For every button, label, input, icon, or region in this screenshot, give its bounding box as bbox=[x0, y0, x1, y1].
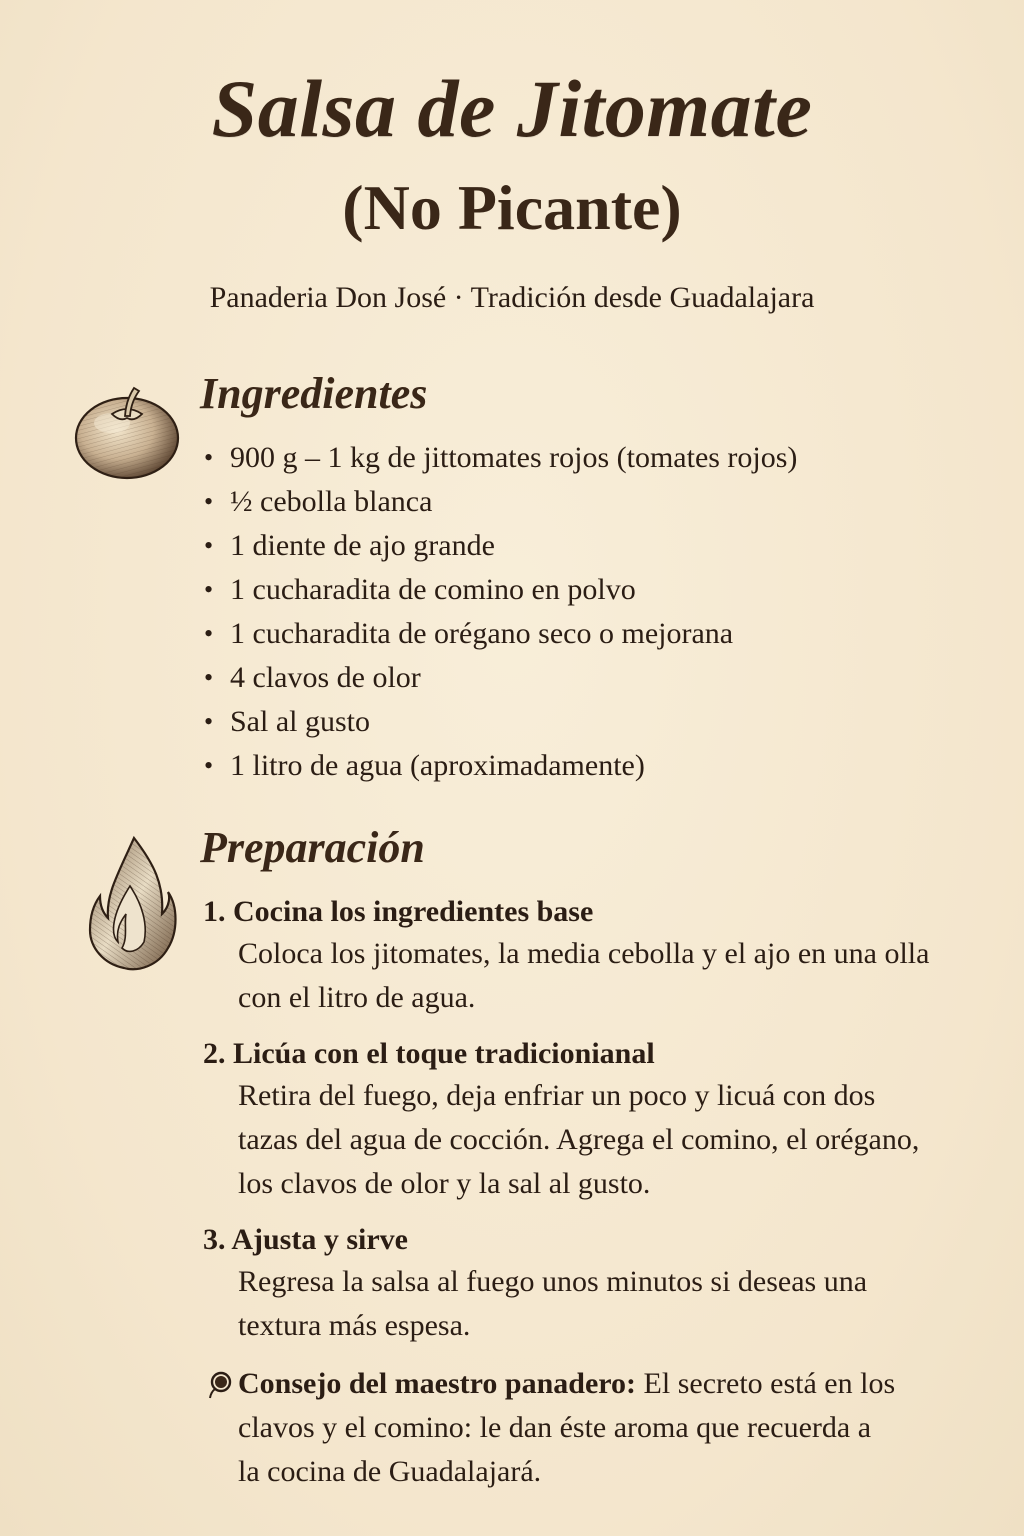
magnifier-tip-icon bbox=[203, 1370, 235, 1402]
ingredient-item: • 1 cucharadita de comino en polvo bbox=[200, 568, 797, 612]
ingredient-item: • 1 diente de ajo grande bbox=[200, 524, 797, 568]
step-1 bbox=[203, 892, 963, 1020]
bakery-tagline: Panaderia Don José · Tradición desde Guadalajara bbox=[209, 281, 815, 314]
tomato-icon bbox=[72, 378, 182, 483]
flame-icon bbox=[84, 834, 180, 974]
baker-tip bbox=[203, 1362, 898, 1494]
bullet-icon: • bbox=[204, 751, 214, 780]
ingredient-item: • Sal al gusto bbox=[200, 700, 797, 744]
ingredient-item: • 900 g – 1 kg de jittomates rojos (tomates rojos) bbox=[200, 436, 797, 480]
step-title: 2. Licúa con el toque tradicionianal bbox=[203, 1037, 655, 1070]
step-3 bbox=[203, 1220, 963, 1348]
bullet-icon: • bbox=[204, 487, 214, 516]
ingredient-item: • 1 cucharadita de orégano seco o mejorana bbox=[200, 612, 797, 656]
ingredients-list bbox=[200, 436, 797, 788]
step-2 bbox=[203, 1034, 963, 1206]
step-title: 3. Ajusta y sirve bbox=[203, 1223, 408, 1256]
step-title: 1. Cocina los ingredientes base bbox=[203, 895, 594, 928]
step-body: Retira del fuego, deja enfriar un poco y licuá con dos tazas del agua de cocción. Agrega el comino, el orégano, los clavos de olor y la sal al gusto. bbox=[238, 1079, 920, 1200]
ingredient-item: • 4 clavos de olor bbox=[200, 656, 797, 700]
preparation-heading: Preparación bbox=[200, 823, 425, 872]
tip-label: Consejo del maestro panadero: bbox=[238, 1367, 637, 1400]
step-body: Coloca los jitomates, la media cebolla y el ajo en una olla con el litro de agua. bbox=[238, 937, 930, 1014]
bullet-icon: • bbox=[204, 619, 214, 648]
bullet-icon: • bbox=[204, 443, 214, 472]
recipe-subtitle: (No Picante) bbox=[342, 172, 682, 243]
tip-text: El secreto está en los clavos y el comino: le dan éste aroma que recuerda a la cocina de Guadalajará. bbox=[238, 1367, 896, 1488]
preparation-steps bbox=[203, 892, 963, 1494]
step-body: Regresa la salsa al fuego unos minutos si deseas una textura más espesa. bbox=[238, 1265, 868, 1342]
ingredient-item: • ½ cebolla blanca bbox=[200, 480, 797, 524]
ingredients-heading: Ingredientes bbox=[200, 369, 428, 418]
bullet-icon: • bbox=[204, 707, 214, 736]
recipe-title: Salsa de Jitomate bbox=[211, 63, 813, 154]
ingredient-item: • 1 litro de agua (aproximadamente) bbox=[200, 744, 797, 788]
bullet-icon: • bbox=[204, 575, 214, 604]
bullet-icon: • bbox=[204, 531, 214, 560]
bullet-icon: • bbox=[204, 663, 214, 692]
